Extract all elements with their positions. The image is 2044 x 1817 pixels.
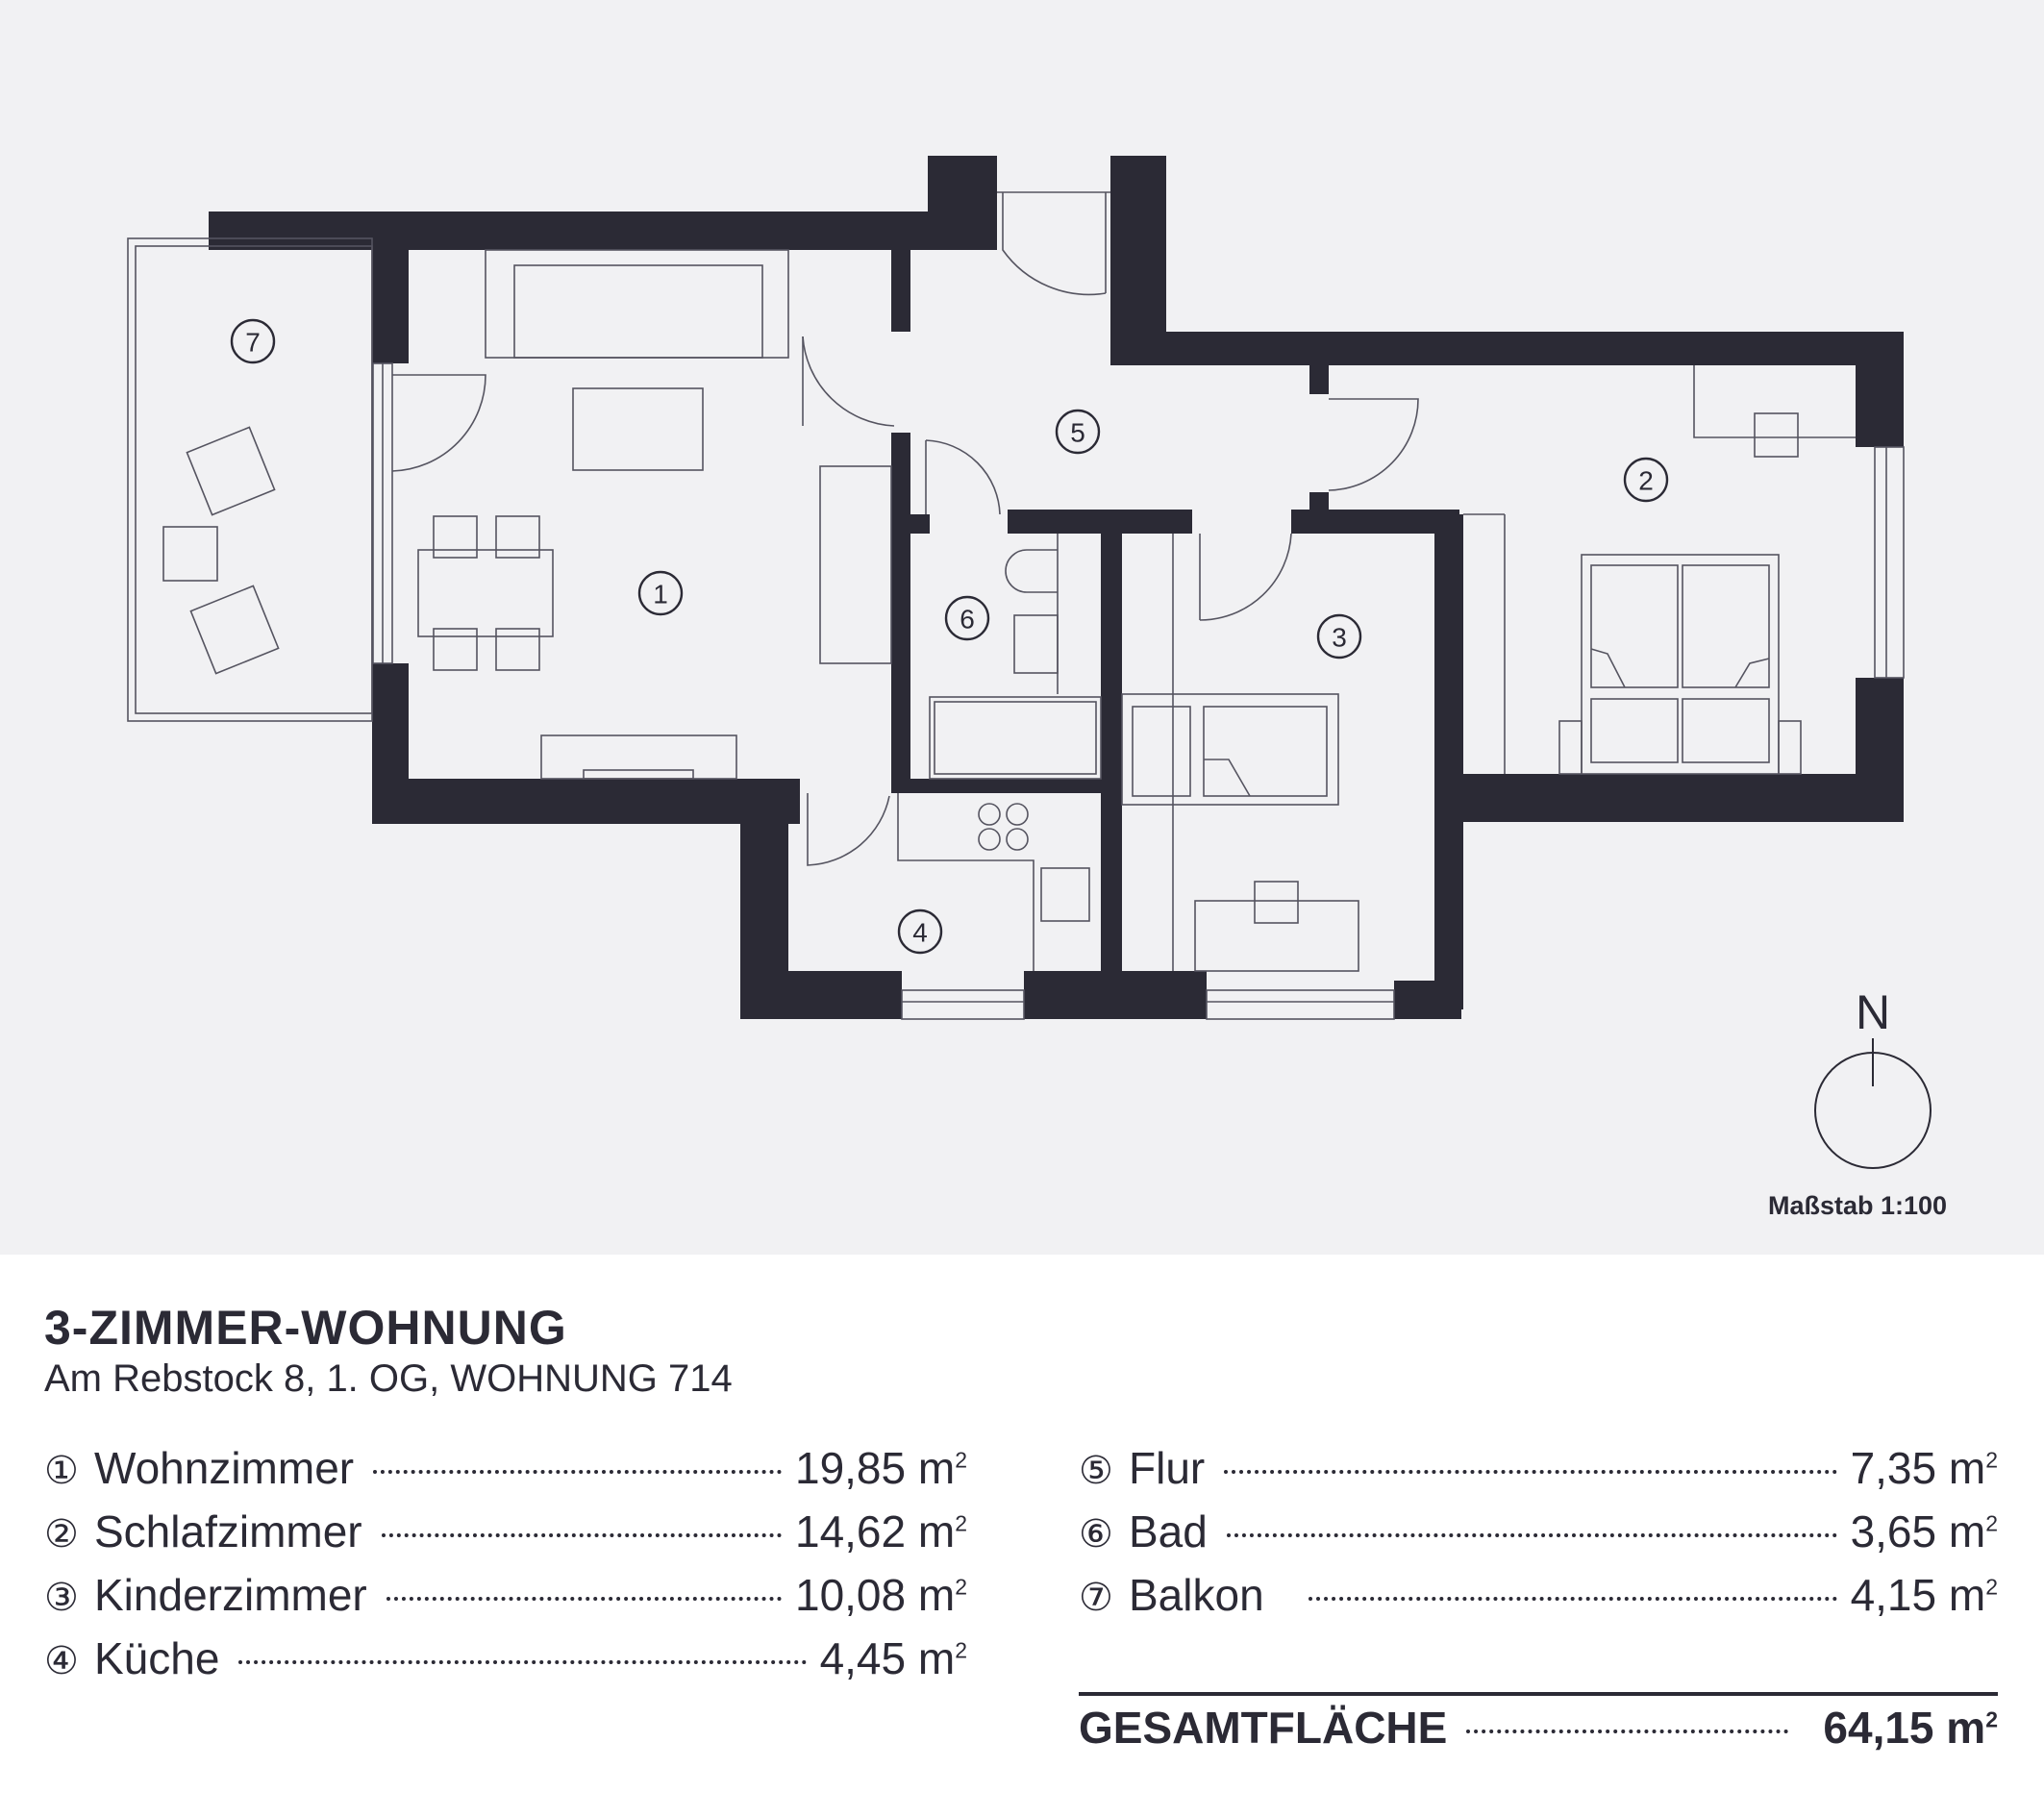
room-marker-3 [1318, 615, 1360, 658]
room-area: 14,62 $m^2$ [794, 1506, 967, 1556]
room-row [44, 1506, 967, 1569]
room-name: Flur [1129, 1443, 1206, 1493]
svg-text:N: N [1855, 985, 1891, 1039]
dot-leader [1309, 1597, 1837, 1601]
room-marker-6 [946, 597, 988, 639]
svg-text:6: 6 [960, 604, 975, 635]
scale-label: Maßstab 1:100 [1767, 1191, 1948, 1220]
childrens-room-furniture [1122, 534, 1359, 971]
total-label: GESAMTFLÄCHE [1079, 1703, 1448, 1753]
apartment-address: Am Rebstock 8, 1. OG, WOHNUNG 714 [44, 1357, 733, 1400]
room-area: 4,15 $m^2$ [1850, 1570, 1998, 1620]
svg-text:3: 3 [1332, 622, 1347, 653]
room-number: ② [44, 1513, 79, 1556]
total-area: 64,15 $m^2$ [1823, 1703, 1998, 1753]
dot-leader [238, 1660, 806, 1664]
room-number: ⑥ [1079, 1513, 1113, 1556]
room-marker-7 [232, 320, 274, 362]
room-row [1079, 1569, 1998, 1632]
walls [209, 156, 1904, 1019]
room-number: ⑦ [1079, 1577, 1113, 1619]
room-name: Bad [1129, 1506, 1208, 1556]
room-marker-1 [639, 572, 682, 614]
room-area: 7,35 $m^2$ [1850, 1443, 1998, 1493]
room-row [44, 1569, 967, 1632]
room-number: ⑤ [1079, 1450, 1113, 1492]
room-area: 10,08 $m^2$ [794, 1570, 967, 1620]
north-arrow [1815, 985, 1931, 1168]
svg-text:4: 4 [912, 917, 928, 948]
svg-text:5: 5 [1070, 417, 1085, 448]
dot-leader [382, 1533, 782, 1537]
room-area: 19,85 $m^2$ [794, 1443, 967, 1493]
room-marker-5 [1057, 411, 1099, 453]
svg-text:1: 1 [653, 579, 668, 610]
room-name: Balkon [1129, 1570, 1264, 1620]
bathroom-fixtures [930, 534, 1101, 779]
dot-leader [386, 1597, 782, 1601]
svg-text:2: 2 [1638, 465, 1654, 496]
room-list-left [44, 1442, 967, 1696]
room-marker-4 [899, 910, 941, 953]
room-number: ④ [44, 1640, 79, 1682]
apartment-title: 3-ZIMMER-WOHNUNG [44, 1301, 567, 1355]
dot-leader [373, 1470, 782, 1474]
dot-leader [1227, 1533, 1837, 1537]
room-area: 3,65 $m^2$ [1850, 1506, 1998, 1556]
room-row [44, 1442, 967, 1506]
total-area-row [1079, 1702, 1998, 1765]
balcony-outline [128, 238, 372, 721]
dot-leader [1224, 1470, 1836, 1474]
living-room-furniture [418, 250, 891, 779]
room-name: Kinderzimmer [94, 1570, 367, 1620]
room-list-right [1079, 1442, 1998, 1632]
room-number: ③ [44, 1577, 79, 1619]
total-divider [1079, 1692, 1998, 1696]
room-name: Schlafzimmer [94, 1506, 362, 1556]
svg-text:7: 7 [245, 327, 261, 358]
room-name: Wohnzimmer [94, 1443, 355, 1493]
room-number: ① [44, 1450, 79, 1492]
room-row [1079, 1442, 1998, 1506]
room-row [1079, 1506, 1998, 1569]
room-name: Küche [94, 1633, 220, 1683]
room-marker-2 [1625, 459, 1667, 501]
bedroom-furniture [1463, 365, 1856, 774]
room-area: 4,45 $m^2$ [819, 1633, 967, 1683]
dot-leader [1466, 1730, 1788, 1733]
room-row [44, 1632, 967, 1696]
